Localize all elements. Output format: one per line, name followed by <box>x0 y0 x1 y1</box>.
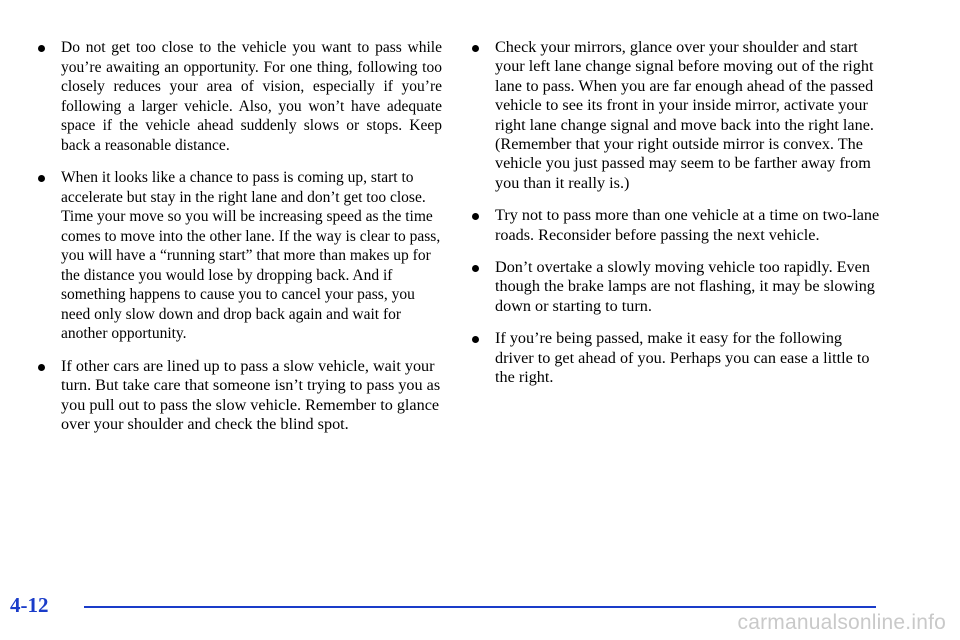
list-item <box>38 168 442 344</box>
list-item-text: When it looks like a chance to pass is coming up, start to accelerate but stay in the right lane and don’t get too close. Time your move so you will be increasing speed as the time comes to move into the other lane. If the way is clear to pass, you will have a “running start” that more than makes up for the distance you would lose by dropping back. And if something happens to cause you to cancel your pass, you need only slow down and drop back again and wait for another opportunity. <box>61 169 441 342</box>
bullet-icon <box>38 364 45 371</box>
watermark-text: carmanualsonline.info <box>737 611 946 634</box>
list-item <box>38 357 442 435</box>
bullet-icon <box>38 45 45 52</box>
page-number: 4-12 <box>10 593 49 617</box>
right-bullet-list <box>472 38 882 388</box>
list-item-text: Don’t overtake a slowly moving vehicle too rapidly. Even though the brake lamps are not flashing, it may be slowing down or starting to turn. <box>495 258 875 315</box>
list-item <box>472 206 882 245</box>
list-item-text: If other cars are lined up to pass a slow vehicle, wait your turn. But take care that someone isn’t trying to pass you as you pull out to pass the slow vehicle. Remember to glance over your shoulder and check the blind spot. <box>61 356 441 434</box>
bullet-icon <box>38 175 45 182</box>
list-item-text: Try not to pass more than one vehicle at a time on two-lane roads. Reconsider before passing the next vehicle. <box>495 206 880 244</box>
list-item-text: If you’re being passed, make it easy for the following driver to get ahead of you. Perhaps you can ease a little to the right. <box>495 329 870 387</box>
list-item-text: Do not get too close to the vehicle you want to pass while you’re awaiting an opportunity. For one thing, following too closely reduces your area of vision, especially if you’re following a larger vehicle. Also, you won’t have adequate space if the vehicle ahead suddenly slows or stops. Keep back a reasonable distance. <box>61 39 442 154</box>
footer-divider <box>84 606 876 608</box>
bullet-icon <box>472 265 479 272</box>
list-item-text: Check your mirrors, glance over your shoulder and start your left lane change signal before moving out of the right lane to pass. When you are far enough ahead of the passed vehicle to see its front in your inside mirror, activate your right lane change signal and move back into the right lane. (Remember that your right outside mirror is convex. The vehicle you just passed may seem to be farther away from you than it really is.) <box>495 38 874 192</box>
list-item <box>472 329 882 387</box>
list-item <box>472 258 882 316</box>
bullet-icon <box>472 336 479 343</box>
bullet-icon <box>472 45 479 52</box>
list-item <box>38 38 442 155</box>
left-column <box>38 38 442 448</box>
list-item <box>472 38 882 193</box>
bullet-icon <box>472 213 479 220</box>
left-bullet-list <box>38 38 442 435</box>
right-column <box>472 38 882 401</box>
